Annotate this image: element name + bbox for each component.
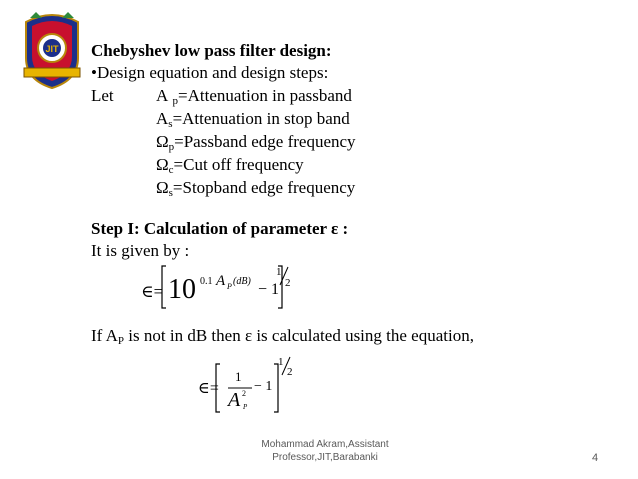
footer-line-2: Professor,JIT,Barabanki [272,452,378,463]
def-stopband-edge: $\Omega_s=Stopband$ edge frequency [156,178,356,199]
slide-footer [240,438,410,464]
eq2-den-sup: 2 [242,389,246,398]
eq2-den-sub: P [243,403,248,411]
eq2-power-den: 2 [287,366,293,378]
eq1-exp-coef: 0.1 [200,276,213,287]
def-passband-attenuation: A $_p$=Attenuation in passband [156,86,352,107]
def-passband-edge: $\Omega_p=Passband$ edge frequency [156,132,356,153]
eq1-exp-sub: P [227,282,232,291]
logo-text: JIT [45,44,59,54]
eq1-power-num: 1 [276,266,282,278]
eq2-num: 1 [235,369,242,384]
eq2-lhs: ∈= [198,380,219,397]
let-word: Let [91,86,114,105]
step-heading: Step I: Calculation of parameter ε : [91,219,349,238]
eq1-exp-unit: (dB) [233,276,251,287]
def-cutoff: $\Omega_c=Cut$ off frequency [156,155,304,176]
college-logo [20,8,84,90]
eq2-den-var: A [228,389,241,411]
eq1-base: 10 [168,274,196,305]
bullet-line: •Design equation and design steps: [91,63,329,82]
eq1-lhs: ∈= [141,282,164,301]
given-line: It is given by : [91,241,190,260]
slide-title: Chebyshev low pass filter design: [91,41,332,60]
eq1-minus-one: − 1 [258,281,280,298]
eq2-power-num: 1 [278,356,284,368]
eq2-minus-one: − 1 [254,379,273,394]
eq1-power-den: 2 [285,277,291,289]
footer-line-1: Mohammad Akram,Assistant [261,439,389,450]
def-stopband-attenuation: $A_s=Attenuation$ in stop band [156,109,350,130]
eq1-exp-var: A [216,273,226,289]
if-line: If $A_P$ is not in dB then ε is calculated using the equation, [91,326,474,347]
page-number: 4 [592,452,599,464]
